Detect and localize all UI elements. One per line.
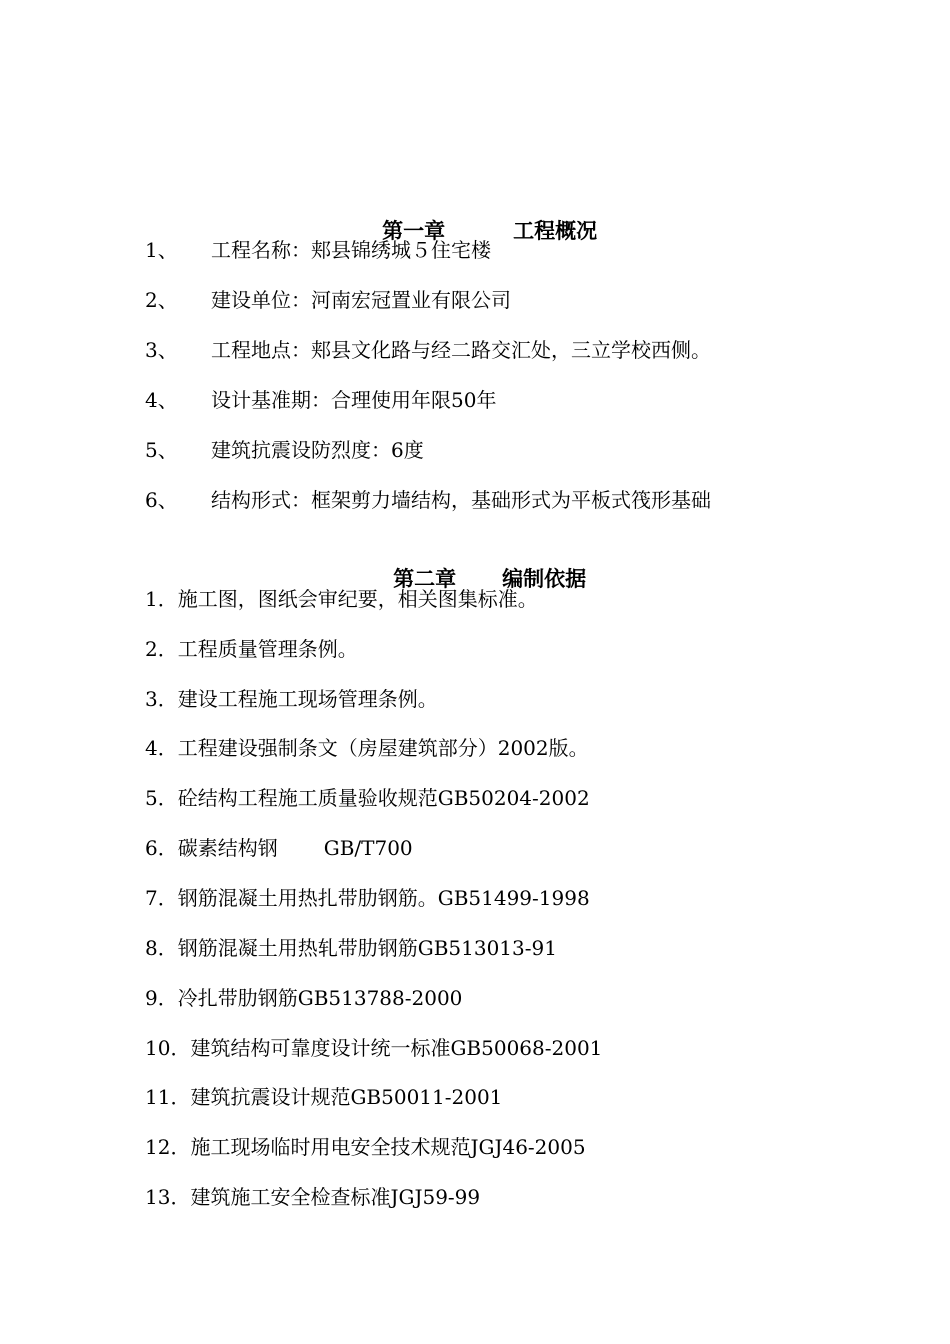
item-number: 3． [145,687,178,711]
basis-item-7 [145,883,590,913]
item-number: 6、 [145,488,178,512]
basis-item-4 [145,733,589,763]
item-text: 建筑结构可靠度设计统一标准GB50068-2001 [190,1036,603,1060]
basis-item-11 [145,1082,502,1112]
item-text: 工程地点：郏县文化路与经二路交汇处，三立学校西侧。 [211,338,711,362]
item-text: 建筑抗震设防烈度：6度 [211,438,424,462]
overview-item-1 [145,235,491,265]
item-number: 3、 [145,338,178,362]
item-number: 4． [145,736,178,760]
item-text: 结构形式：框架剪力墙结构，基础形式为平板式筏形基础 [211,488,711,512]
overview-item-5 [145,435,424,465]
item-number: 9． [145,986,178,1010]
item-number: 2、 [145,288,178,312]
item-number: 10． [145,1036,191,1060]
item-text: 工程名称：郏县锦绣城５住宅楼 [211,238,491,262]
item-number: 11． [145,1085,191,1109]
item-number: 2． [145,637,178,661]
item-number: 8． [145,936,178,960]
basis-item-3 [145,684,438,714]
overview-item-3 [145,335,711,365]
overview-item-6 [145,485,711,515]
item-code: GB/T700 [323,836,413,860]
item-number: 1． [145,587,178,611]
chapter-2-label: 第二章 [393,566,457,591]
chapter-2-title: 编制依据 [502,566,587,591]
item-text: 碳素结构钢 [177,836,278,860]
chapter-1-label: 第一章 [382,218,446,243]
basis-item-2 [145,634,358,664]
item-number: 13． [145,1185,191,1209]
item-number: 6． [145,836,178,860]
item-text: 钢筋混凝土用热轧带肋钢筋GB513013-91 [177,936,557,960]
item-text: 冷扎带肋钢筋GB513788-2000 [177,986,463,1010]
basis-item-8 [145,933,557,963]
item-text: 建设工程施工现场管理条例。 [177,687,438,711]
basis-item-6 [145,833,413,863]
item-text: 工程质量管理条例。 [177,637,358,661]
item-number: 7． [145,886,178,910]
item-text: 建设单位：河南宏冠置业有限公司 [211,288,511,312]
basis-item-12 [145,1132,586,1162]
item-text: 设计基准期：合理使用年限50年 [211,388,497,412]
item-number: 5． [145,786,178,810]
item-text: 施工现场临时用电安全技术规范JGJ46-2005 [190,1135,586,1159]
basis-item-1 [145,584,538,614]
overview-item-4 [145,385,496,415]
item-text: 钢筋混凝土用热扎带肋钢筋。GB51499-1998 [177,886,590,910]
item-number: 1、 [145,238,178,262]
basis-item-13 [145,1182,480,1212]
item-text: 建筑施工安全检查标准JGJ59-99 [190,1185,481,1209]
item-number: 4、 [145,388,178,412]
item-text: 建筑抗震设计规范GB50011-2001 [190,1085,503,1109]
item-text: 砼结构工程施工质量验收规范GB50204-2002 [177,786,590,810]
basis-item-5 [145,783,590,813]
item-text: 施工图，图纸会审纪要，相关图集标准。 [177,587,538,611]
overview-item-2 [145,285,511,315]
item-number: 12． [145,1135,191,1159]
item-text: 工程建设强制条文（房屋建筑部分）2002版。 [177,736,589,760]
basis-item-9 [145,983,462,1013]
chapter-1-title: 工程概况 [513,218,598,243]
basis-item-10 [145,1033,602,1063]
item-number: 5、 [145,438,178,462]
